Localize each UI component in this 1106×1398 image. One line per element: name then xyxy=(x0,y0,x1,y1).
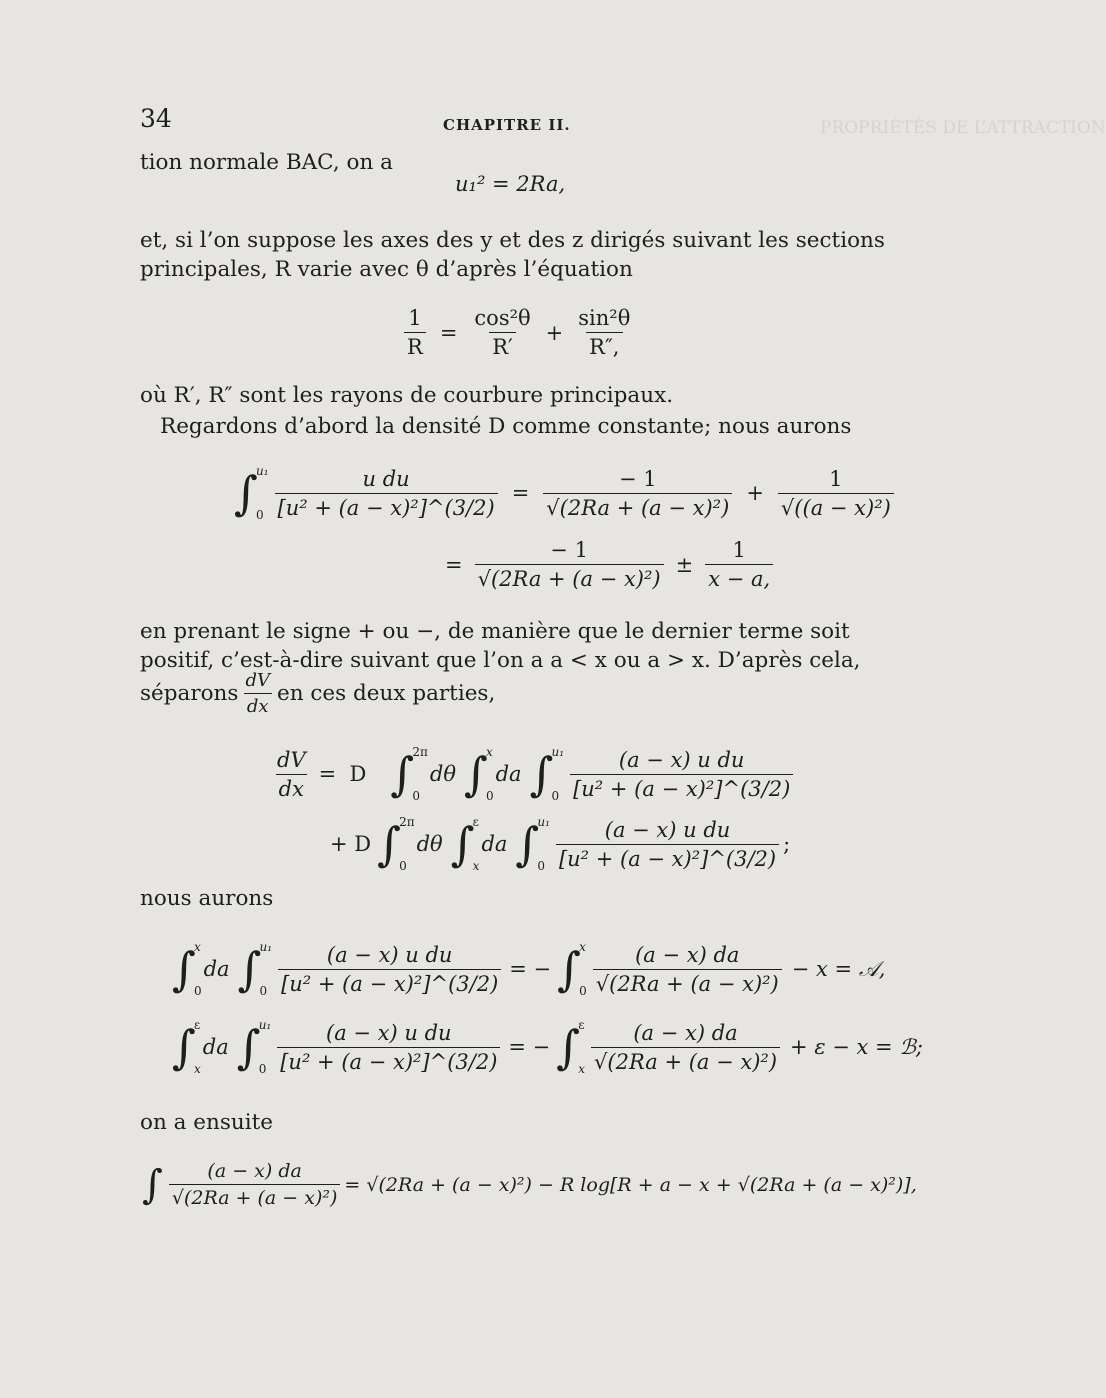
integral-sign: ∫ x 0 xyxy=(557,940,587,998)
eq6-rhs-num: (a − x) da xyxy=(633,1020,738,1045)
eq2-t2-num: sin²θ xyxy=(578,306,631,330)
eq5-tail: − x = 𝒜, xyxy=(791,956,886,981)
eq7-lhs-den: √(2Ra + (a − x)²) xyxy=(169,1184,341,1209)
integral-sign: ∫ xyxy=(142,1161,163,1208)
eq3-r1-den: √(2Ra + (a − x)²) xyxy=(543,493,732,520)
eq2-lhs-num: 1 xyxy=(408,306,422,330)
integral-sign: ∫ 2π 0 xyxy=(390,745,428,803)
eq6-rhs-den: √(2Ra + (a − x)²) xyxy=(591,1047,780,1074)
eq2-lhs-fraction xyxy=(404,306,426,359)
eq4-integrand-den: [u² + (a − x)²]^(3/2) xyxy=(570,774,793,801)
eq7-rhs: = √(2Ra + (a − x)²) − R log[R + a − x + √(2Ra + (a − x)²)], xyxy=(344,1173,917,1196)
eq4b-integrand xyxy=(556,818,779,871)
eq3-integrand-num: u du xyxy=(362,466,410,491)
eq4-lhs xyxy=(274,748,309,801)
paragraph-5-line-1: en prenant le signe + ou −, de manière que le dernier terme soit xyxy=(140,619,850,644)
eq2-lhs-den: R xyxy=(404,332,426,359)
integral-sign: ∫ u₁ 0 xyxy=(237,940,273,998)
integral-sign: ∫ u₁ 0 xyxy=(236,1018,272,1076)
integral-sign: ∫ 2π 0 xyxy=(377,815,415,873)
paragraph-5-line-3 xyxy=(140,670,495,717)
page-number: 34 xyxy=(140,104,172,133)
paragraph-7: on a ensuite xyxy=(140,1110,273,1135)
eq2-t2-den: R″, xyxy=(586,332,622,359)
equation-7 xyxy=(140,1160,917,1209)
paragraph-1: tion normale BAC, on a xyxy=(140,150,393,175)
eq6-integrand-den: [u² + (a − x)²]^(3/2) xyxy=(277,1047,500,1074)
integral-sign: ∫ u₁ 0 xyxy=(529,745,565,803)
eq4-integrand-num: (a − x) u du xyxy=(618,747,745,772)
paragraph-3: où R′, R″ sont les rayons de courbure principaux. xyxy=(140,383,674,408)
integral-sign: ∫ x 0 xyxy=(172,940,202,998)
p5-frac-den: dx xyxy=(244,693,272,717)
integral-sign: ∫ u₁ 0 xyxy=(234,464,269,522)
integral-sign: ∫ ε x xyxy=(450,815,480,873)
equation-3: ∫ u₁ 0 $\frac{\text{u du}}{\text{[u² + (a − x)²]\textasciicircum{}(3/2)}}$ = $\frac{- 1}{\text{√(2Ra + (a − x)²)}}$ + $\frac{1}{\text{√((a − x)²)}}$ xyxy=(232,464,898,522)
equation-4: $\frac{dV}{dx}$ = D ∫ 2π 0 dθ ∫ x 0 da ∫ u₁ 0 $\frac{\text{(a − x) u du}}{\text{[u² + (a − x)²]\textasciicircum{}(3/2)}}$ xyxy=(270,745,797,803)
eq7-lhs xyxy=(169,1160,341,1209)
eq4-lhs-num: dV xyxy=(277,747,306,772)
eq4-integrand xyxy=(570,748,793,801)
p5-inline-fraction xyxy=(242,670,273,717)
p5-l3-pre: séparons xyxy=(140,681,239,706)
eq5-rhs-den: √(2Ra + (a − x)²) xyxy=(593,969,782,996)
eq3-r2-den: √((a − x)²) xyxy=(778,493,894,520)
eq3b-r1-num: − 1 xyxy=(550,538,588,562)
eq6-integrand xyxy=(277,1021,500,1074)
equation-5: ∫ x 0 da ∫ u₁ 0 $\frac{\text{(a − x) u du}}{\text{[u² + (a − x)²]\textasciicircum{}(3/2)}}$ = − ∫ x 0 $\frac{(a - x) da}{\text{√(2Ra + (a − x)²)}}$ − x = 𝒜, xyxy=(172,940,886,998)
integral-sign: ∫ ε x xyxy=(556,1018,586,1076)
paragraph-5-line-2: positif, c’est-à-dire suivant que l’on a a < x ou a > x. D’après cela, xyxy=(140,648,861,673)
equation-1-text: u₁² = 2Ra, xyxy=(455,172,566,196)
paragraph-2-line-2: principales, R varie avec θ d’après l’équation xyxy=(140,257,633,282)
eq3b-rhs-2 xyxy=(705,538,773,591)
eq6-integrand-num: (a − x) u du xyxy=(326,1020,452,1045)
eq3b-r2-num: 1 xyxy=(732,538,746,562)
p5-l3-post: en ces deux parties, xyxy=(276,681,496,706)
eq3-rhs-1 xyxy=(543,467,732,520)
eq5-rhs xyxy=(593,943,782,996)
equation-3b: = $\frac{- 1}{\text{√(2Ra + (a − x)²)}}$ ± $\frac{1}{x - a,}$ xyxy=(445,538,777,591)
eq2-t1-den: R′ xyxy=(489,332,516,359)
eq3-r1-num: − 1 xyxy=(618,466,657,491)
eq4b-integrand-den: [u² + (a − x)²]^(3/2) xyxy=(556,844,779,871)
equation-4b: + D ∫ 2π 0 dθ ∫ ε x da ∫ u₁ 0 $\frac{\text{(a − x) u du}}{\text{[u² + (a − x)²]\textasciicircum{}(3/2)}}$ ; xyxy=(330,815,791,873)
eq3-rhs-2 xyxy=(778,467,894,520)
show-through-text: PROPRIÉTÉS DE L’ATTRACTION xyxy=(820,118,1106,138)
integral-sign: ∫ ε x xyxy=(172,1018,201,1076)
eq2-term-1 xyxy=(471,306,533,359)
eq3-integrand xyxy=(275,467,498,520)
eq5-rhs-num: (a − x) da xyxy=(635,942,740,967)
eq2-term-2 xyxy=(575,306,633,359)
integral-sign: ∫ u₁ 0 xyxy=(515,815,550,873)
eq2-t1-num: cos²θ xyxy=(474,306,531,330)
equation-6: ∫ ε x da ∫ u₁ 0 $\frac{\text{(a − x) u du}}{\text{[u² + (a − x)²]\textasciicircum{}(3/2)}}$ = − ∫ ε x $\frac{(a - x) da}{\text{√(2Ra + (a − x)²)}}$ + ε − x = ℬ; xyxy=(172,1018,923,1076)
eq7-lhs-num: (a − x) da xyxy=(207,1160,302,1182)
paragraph-4: Regardons d’abord la densité D comme constante; nous aurons xyxy=(160,414,852,439)
paragraph-2-line-1: et, si l’on suppose les axes des y et des z dirigés suivant les sections xyxy=(140,228,885,253)
eq3b-r2-den: x − a, xyxy=(705,564,773,591)
running-head: CHAPITRE II. xyxy=(443,116,571,134)
eq6-tail: + ε − x = ℬ; xyxy=(790,1035,923,1059)
eq4b-integrand-num: (a − x) u du xyxy=(604,817,731,842)
eq4-lhs-den: dx xyxy=(276,774,307,801)
equation-2: $\frac{1}{R}$ = $\frac{\text{cos²θ}}{R'}$ + $\frac{\text{sin²θ}}{R'',}$ xyxy=(400,306,637,359)
eq3-integrand-den: [u² + (a − x)²]^(3/2) xyxy=(275,493,498,520)
equation-1 xyxy=(455,172,565,196)
eq3b-rhs-1 xyxy=(475,538,664,591)
paragraph-6: nous aurons xyxy=(140,886,274,911)
eq5-integrand-den: [u² + (a − x)²]^(3/2) xyxy=(278,969,501,996)
eq6-rhs xyxy=(591,1021,780,1074)
integral-sign: ∫ x 0 xyxy=(464,745,494,803)
eq3-r2-num: 1 xyxy=(829,466,843,491)
eq3b-r1-den: √(2Ra + (a − x)²) xyxy=(475,564,664,591)
eq5-integrand xyxy=(278,943,501,996)
eq5-integrand-num: (a − x) u du xyxy=(326,942,453,967)
p5-frac-num: dV xyxy=(245,670,270,691)
